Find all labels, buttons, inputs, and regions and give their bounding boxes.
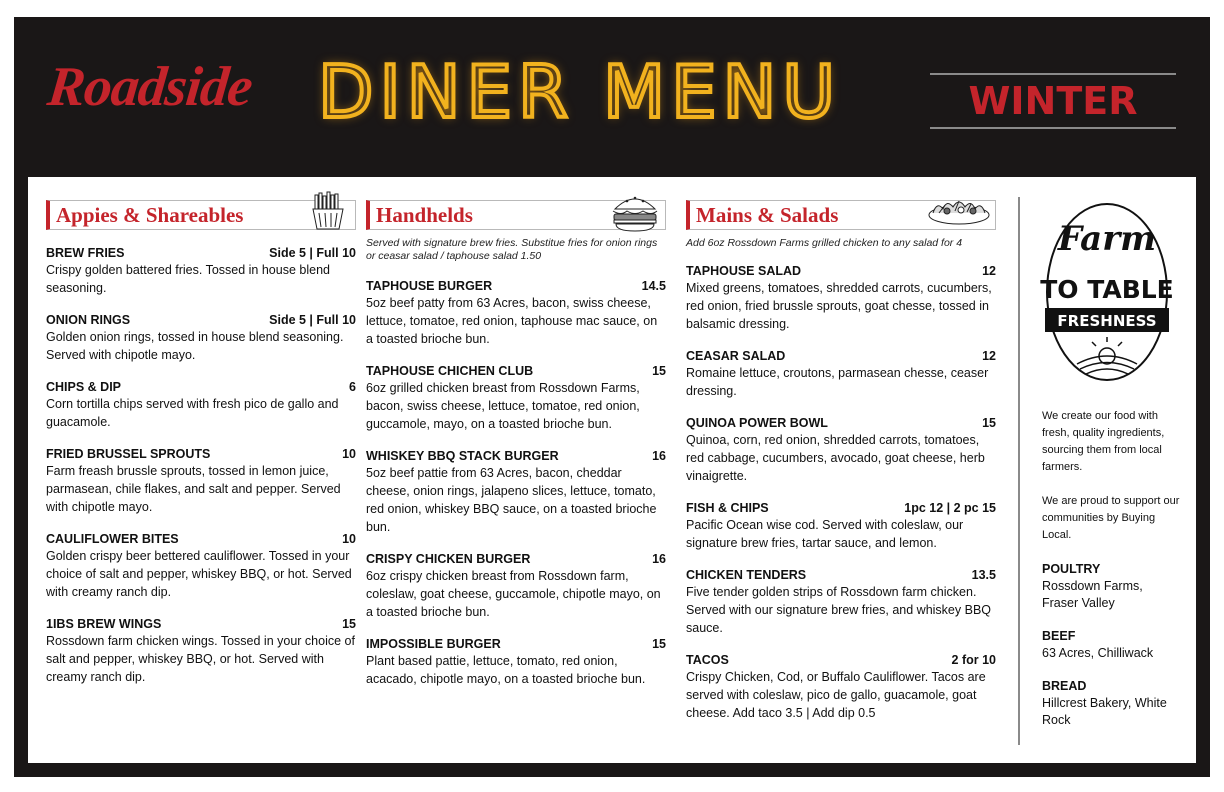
- item-price: 15: [982, 416, 996, 430]
- item-price: 16: [652, 552, 666, 566]
- item-desc: 5oz beef pattie from 63 Acres, bacon, cheddar cheese, onion rings, jalapeno slices, lettuce, tomato, red onion, whiskey BBQ sauce, on a toasted brioche bun.: [366, 466, 657, 534]
- item-name: BREW FRIES: [46, 246, 125, 260]
- item-name: TAPHOUSE SALAD: [686, 264, 802, 278]
- mains-note: Add 6oz Rossdown Farms grilled chicken to any salad for 4: [686, 237, 963, 249]
- item-desc: Plant based pattie, lettuce, tomato, red onion, acacado, chipotle mayo, on a toasted brioche bun.: [366, 654, 646, 686]
- brand-logo: Roadside: [44, 56, 255, 118]
- item-desc: Rossdown farm chicken wings. Tossed in your choice of salt and pepper, whiskey BBQ, or hot. Served with creamy ranch dip.: [46, 634, 355, 684]
- menu-item: [366, 551, 666, 621]
- menu-item: [46, 379, 356, 431]
- item-price: 10: [342, 532, 356, 546]
- item-price: Side 5 | Full 10: [269, 313, 356, 327]
- salad-icon: [927, 191, 991, 227]
- item-name: FRIED BRUSSEL SPROUTS: [46, 447, 211, 461]
- item-price: 13.5: [971, 568, 996, 582]
- appies-section: [46, 200, 356, 686]
- item-desc: Golden onion rings, tossed in house blend seasoning. Served with chipotle mayo.: [46, 330, 344, 362]
- menu-item: [366, 363, 666, 433]
- item-desc: 5oz beef patty from 63 Acres, bacon, swiss cheese, lettuce, tomatoe, red onion, taphouse mac sauce, on a toasted brioche bun.: [366, 296, 658, 346]
- item-desc: 6oz grilled chicken breast from Rossdown Farms, bacon, swiss cheese, lettuce, tomatoe, red onion, guccamole, mayo, on a toasted brioche bun.: [366, 381, 640, 431]
- menu-item: [46, 312, 356, 364]
- item-name: QUINOA POWER BOWL: [686, 416, 828, 430]
- item-price: 15: [652, 637, 666, 651]
- item-price: 15: [652, 364, 666, 378]
- item-name: CEASAR SALAD: [686, 349, 786, 363]
- appies-header: [46, 200, 356, 230]
- item-desc: Mixed greens, tomatoes, shredded carrots, cucumbers, red onion, fried brussle sprouts, goat chesse, tossed in balsamic dressing.: [686, 281, 992, 331]
- menu-item: [686, 652, 996, 722]
- source-label: POULTRY: [1042, 562, 1101, 576]
- item-name: CRISPY CHICKEN BURGER: [366, 552, 531, 566]
- item-desc: Quinoa, corn, red onion, shredded carrots, tomatoes, red cabbage, cucumbers, avocado, goat cheese, herb vinaigrette.: [686, 433, 985, 483]
- item-desc: Pacific Ocean wise cod. Served with coleslaw, our signature brew fries, tartar sauce, and lemon.: [686, 518, 964, 550]
- menu-item: [46, 245, 356, 297]
- mains-section: [686, 200, 996, 722]
- badge-freshness-text: FRESHNESS: [1057, 312, 1157, 330]
- sidebar-para-1: We create our food with fresh, quality ingredients, sourcing them from local farmers.: [1042, 410, 1165, 473]
- item-price: 16: [652, 449, 666, 463]
- item-price: 14.5: [641, 279, 666, 293]
- burger-icon: [609, 191, 661, 233]
- item-desc: Golden crispy beer bettered cauliflower. Tossed in your choice of salt and pepper, whiskey BBQ, or hot. Served with creamy ranch dip.: [46, 549, 352, 599]
- item-desc: Five tender golden strips of Rossdown farm chicken. Served with our signature brew fries, and whiskey BBQ sauce.: [686, 585, 991, 635]
- menu-item: [366, 636, 666, 688]
- menu-item: [686, 567, 996, 637]
- menu-item: [686, 415, 996, 485]
- item-price: 6: [349, 380, 356, 394]
- handhelds-title: Handhelds: [376, 203, 473, 227]
- source-value: Hillcrest Bakery, White Rock: [1042, 696, 1167, 727]
- item-name: TAPHOUSE BURGER: [366, 279, 493, 293]
- item-name: IMPOSSIBLE BURGER: [366, 637, 501, 651]
- source-value: Rossdown Farms, Fraser Valley: [1042, 579, 1143, 610]
- menu-item: [686, 263, 996, 333]
- source-value: 63 Acres, Chilliwack: [1042, 646, 1154, 660]
- menu-item: [46, 531, 356, 601]
- source-label: BEEF: [1042, 629, 1076, 643]
- sidebar-para-2: We are proud to support our communities by Buying Local.: [1042, 495, 1180, 541]
- menu-item: [686, 500, 996, 552]
- sidebar-divider: [1018, 197, 1020, 745]
- item-desc: Corn tortilla chips served with fresh pico de gallo and guacamole.: [46, 397, 339, 429]
- season-label: WINTER: [968, 79, 1138, 123]
- menu-item: [366, 448, 666, 536]
- season-bottom-rule: [930, 127, 1176, 129]
- item-price: 1pc 12 | 2 pc 15: [904, 501, 996, 515]
- item-name: FISH & CHIPS: [686, 501, 769, 515]
- item-price: 12: [982, 264, 996, 278]
- item-desc: Romaine lettuce, croutons, parmasean chesse, ceaser dressing.: [686, 366, 989, 398]
- item-name: 1IBS BREW WINGS: [46, 617, 162, 631]
- badge-table-text: TO TABLE: [1040, 275, 1174, 304]
- farm-to-table-badge: [1032, 196, 1182, 386]
- item-name: CAULIFLOWER BITES: [46, 532, 179, 546]
- season-top-rule: [930, 73, 1176, 75]
- item-desc: Crispy golden battered fries. Tossed in house blend seasoning.: [46, 263, 330, 295]
- item-name: TACOS: [686, 653, 729, 667]
- menu-item: [686, 348, 996, 400]
- item-desc: 6oz crispy chicken breast from Rossdown farm, coleslaw, goat cheese, guccamole, chipotle mayo, on a toasted brioche bun.: [366, 569, 661, 619]
- menu-item: [46, 616, 356, 686]
- item-price: 10: [342, 447, 356, 461]
- item-price: 2 for 10: [951, 653, 996, 667]
- item-desc: Crispy Chicken, Cod, or Buffalo Cauliflower. Tacos are served with coleslaw, pico de gallo, guacamole, goat cheese. Add taco 3.5 | Add dip 0.5: [686, 670, 986, 720]
- mains-header: [686, 200, 996, 230]
- badge-farm-text: Farm: [1057, 219, 1157, 259]
- item-name: CHICKEN TENDERS: [686, 568, 807, 582]
- item-name: CHIPS & DIP: [46, 380, 122, 394]
- menu-item: [46, 446, 356, 516]
- mains-title: Mains & Salads: [696, 203, 839, 227]
- field-icon: [1077, 337, 1137, 374]
- item-price: 12: [982, 349, 996, 363]
- item-desc: Farm freash brussle sprouts, tossed in lemon juice, parmasean, chile flakes, and salt and pepper. Served with chipotle mayo.: [46, 464, 341, 514]
- item-name: WHISKEY BBQ STACK BURGER: [366, 449, 559, 463]
- appies-title: Appies & Shareables: [56, 203, 244, 227]
- item-price: Side 5 | Full 10: [269, 246, 356, 260]
- handhelds-section: [366, 200, 666, 688]
- item-name: TAPHOUSE CHICHEN CLUB: [366, 364, 534, 378]
- handhelds-header: [366, 200, 666, 230]
- source-label: BREAD: [1042, 679, 1087, 693]
- fries-icon: [305, 191, 351, 231]
- item-name: ONION RINGS: [46, 313, 131, 327]
- handhelds-note: Served with signature brew fries. Substitue fries for onion rings or ceasar salad / taphouse salad 1.50: [366, 237, 658, 262]
- sidebar-info: [1042, 408, 1182, 745]
- menu-title: DINER MENU: [318, 50, 842, 134]
- item-price: 15: [342, 617, 356, 631]
- menu-item: [366, 278, 666, 348]
